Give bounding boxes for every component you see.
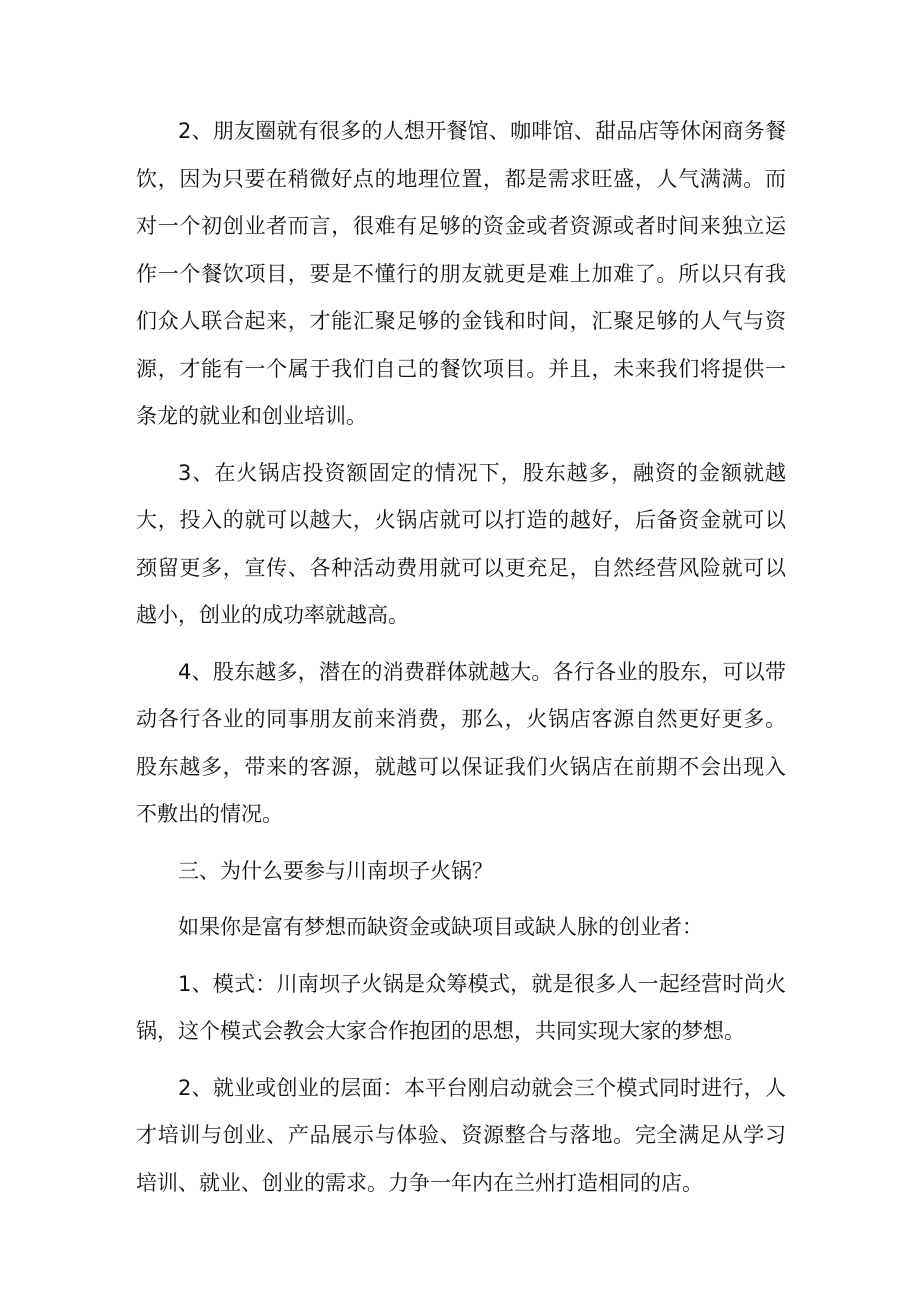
paragraph-intro-entrepreneurs: 如果你是富有梦想而缺资金或缺项目或缺人脉的创业者： [178,915,703,939]
paragraph-point-3-shareholders-funding: 3、在火锅店投资额固定的情况下，股东越多，融资的金额就越大，投入的就可以越大，火锅店就可以打造的越好，后备资金就可以颈留更多，宣传、各种活动费用就可以更充足，自然经营风险就可以越小，创业的成功率就越高。 [136,460,786,627]
document-body [136,108,786,1216]
paragraph-point-2-employment: 2、就业或创业的层面：本平台刚启动就会三个模式同时进行，人才培训与创业、产品展示与体验、资源整合与落地。完全满足从学习培训、就业、创业的需求。力争一年内在兰州打造相同的店。 [136,1075,786,1195]
section-heading-why-join: 三、为什么要参与川南坝子火锅？ [178,858,493,883]
paragraph-point-2-friends-circle: 2、朋友圈就有很多的人想开餐馆、咖啡馆、甜品店等休闲商务餐饮，因为只要在稍微好点的地理位置，都是需求旺盛，人气满满。而对一个初创业者而言，很难有足够的资金或者资源或者时间来独立运作一个餐饮项目，要是不懂行的朋友就更是难上加难了。所以只有我们众人联合起来，才能汇聚足够的金钱和时间，汇聚足够的人气与资源，才能有一个属于我们自己的餐饮项目。并且，未来我们将提供一条龙的就业和创业培训。 [136,119,786,428]
paragraph-point-1-mode: 1、模式：川南坝子火锅是众筹模式，就是很多人一起经营时尚火锅，这个模式会教会大家合作抱团的思想，共同实现大家的梦想。 [136,971,786,1043]
paragraph-point-4-consumer-base: 4、股东越多，潜在的消费群体就越大。各行各业的股东，可以带动各行各业的同事朋友前来消费，那么，火锅店客源自然更好更多。股东越多，带来的客源，就越可以保证我们火锅店在前期不会出现入不敷出的情况。 [136,659,786,826]
